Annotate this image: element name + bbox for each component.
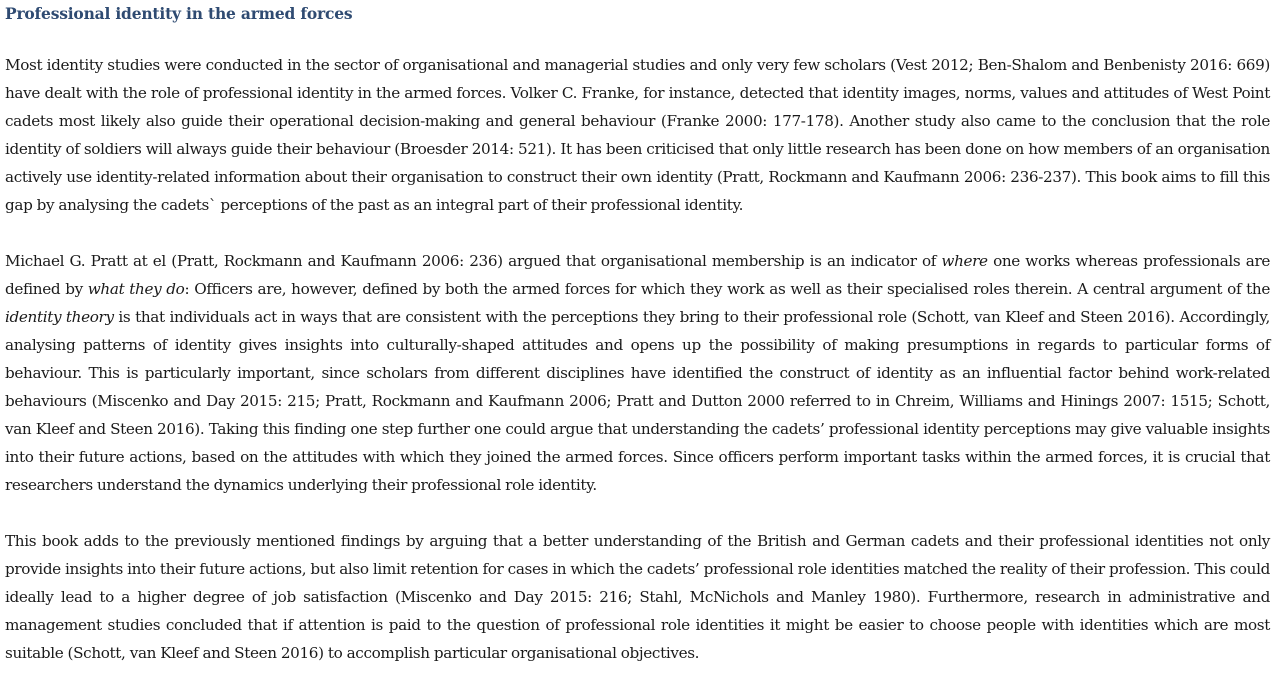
section-heading: Professional identity in the armed forces <box>5 4 353 23</box>
emphasis-what-they-do: what they do <box>87 280 185 298</box>
paragraph-2-text-d: is that individuals act in ways that are consistent with the perceptions they bring to their professional role (Schott, van Kleef and Steen 2016). Accordingly, analysing patterns of identity gives insights into culturally-shaped attitudes and opens up the possibility of making presumptions in regards to particular forms of behaviour. This is particularly important, since scholars from different disciplines have identified the construct of identity as an influential factor behind work-related behaviours (Miscenko and Day 2015: 215; Pratt, Rockmann and Kaufmann 2006; Pratt and Dutton 2000 referred to in Chreim, Williams and Hinings 2007: 1515; Schott, van Kleef and Steen 2016). Taking this finding one step further one could argue that understanding the cadets’ professional identity perceptions may give valuable insights into their future actions, based on the attitudes with which they joined the armed forces. Since officers perform important tasks within the armed forces, it is crucial that researchers understand the dynamics underlying their professional role identity. <box>5 308 1270 494</box>
emphasis-where: where <box>941 252 988 270</box>
emphasis-identity-theory: identity theory <box>5 308 114 326</box>
paragraph-2-text-b: one works whereas professionals are defined by <box>5 252 1270 298</box>
paragraph-2-text-c: : Officers are, however, defined by both the armed forces for which they work as well as their specialised roles therein. A central argument of the <box>184 280 1271 298</box>
paragraph-2-text-a: Michael G. Pratt at el (Pratt, Rockmann and Kaufmann 2006: 236) argued that organisational membership is an indicator of <box>5 252 942 270</box>
paragraph-1: Most identity studies were conducted in the sector of organisational and managerial studies and only very few scholars (Vest 2012; Ben-Shalom and Benbenisty 2016: 669) have dealt with the role of professional identity in the armed forces. Volker C. Franke, for instance, detected that identity images, norms, values and attitudes of West Point cadets most likely also guide their operational decision-making and general behaviour (Franke 2000: 177-178). Another study also came to the conclusion that the role identity of soldiers will always guide their behaviour (Broesder 2014: 521). It has been criticised that only little research has been done on how members of an organisation actively use identity-related information about their organisation to construct their own identity (Pratt, Rockmann and Kaufmann 2006: 236-237). This book aims to fill this gap by analysing the cadets` perceptions of the past as an integral part of their professional identity. <box>5 56 1270 214</box>
paragraph-2 <box>5 247 1270 499</box>
paragraph-3: This book adds to the previously mentioned findings by arguing that a better understanding of the British and German cadets and their professional identities not only provide insights into their future actions, but also limit retention for cases in which the cadets’ professional role identities matched the reality of their profession. This could ideally lead to a higher degree of job satisfaction (Miscenko and Day 2015: 216; Stahl, McNichols and Manley 1980). Furthermore, research in administrative and management studies concluded that if attention is paid to the question of professional role identities it might be easier to choose people with identities which are most suitable (Schott, van Kleef and Steen 2016) to accomplish particular organisational objectives. <box>5 532 1270 662</box>
